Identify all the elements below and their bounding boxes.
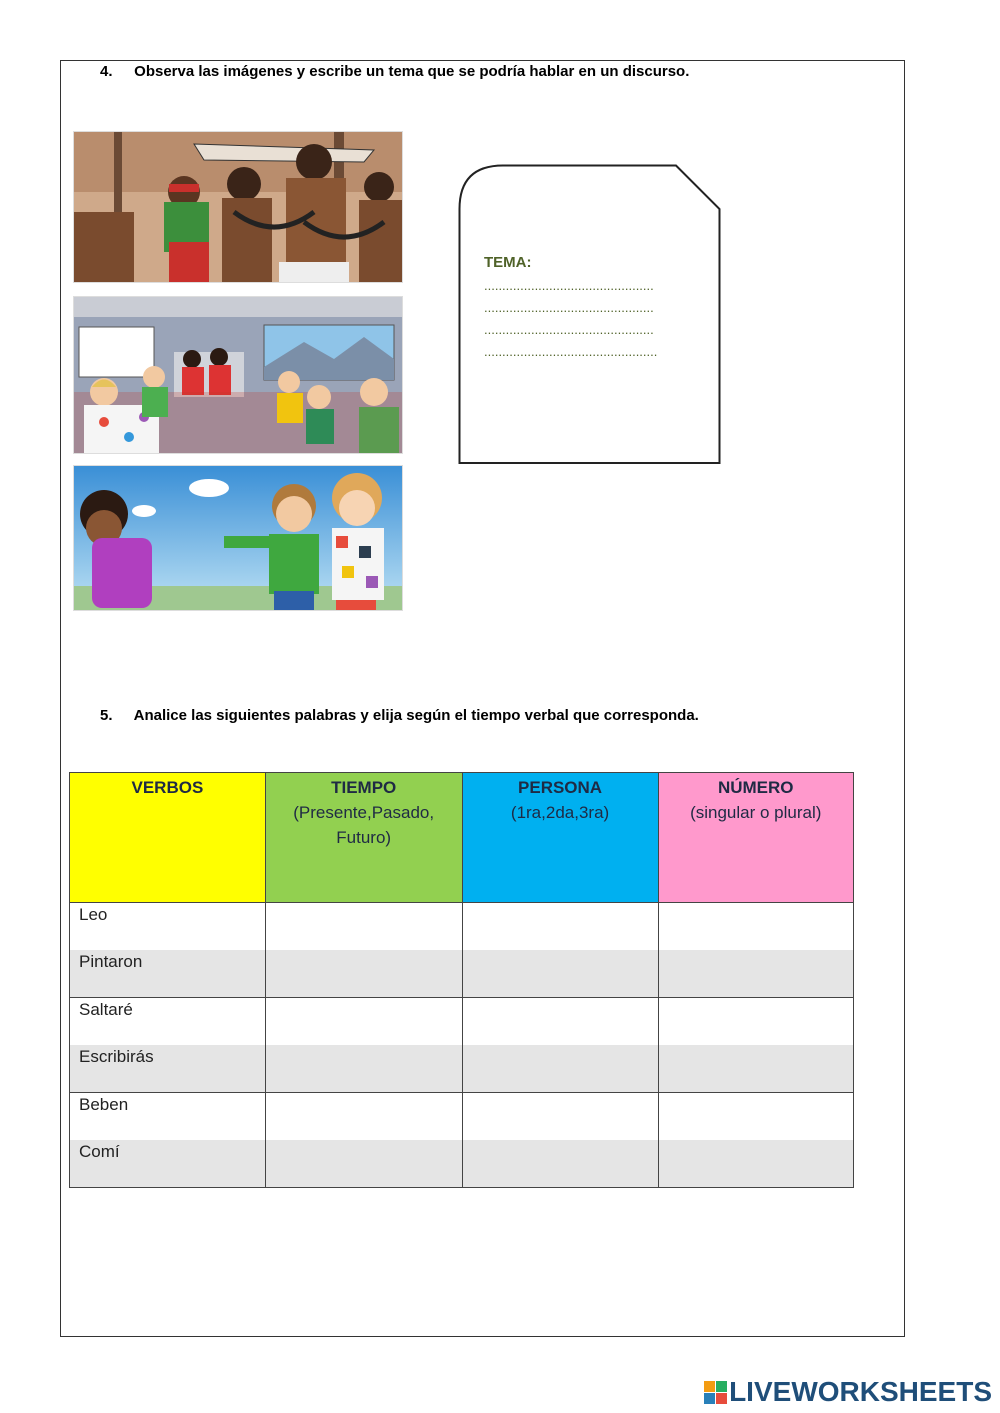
- persona-answer[interactable]: [462, 998, 658, 1046]
- header-numero: [658, 773, 853, 903]
- tiempo-answer[interactable]: [265, 903, 462, 951]
- verb-cell: Beben: [70, 1093, 266, 1141]
- tema-line-2[interactable]: ...............................................: [484, 300, 654, 315]
- tiempo-answer[interactable]: [265, 950, 462, 998]
- illustration-bus: [73, 296, 403, 454]
- tiempo-answer[interactable]: [265, 1045, 462, 1093]
- persona-answer[interactable]: [462, 1093, 658, 1141]
- tema-line-4[interactable]: ................................................: [484, 344, 658, 359]
- persona-answer[interactable]: [462, 1140, 658, 1188]
- table-row: [70, 1045, 854, 1093]
- header-tiempo-title: TIEMPO: [331, 778, 397, 797]
- header-numero-title: NÚMERO: [717, 778, 794, 797]
- header-persona: [462, 773, 658, 903]
- numero-answer[interactable]: [658, 1093, 853, 1141]
- illustration-ship: [73, 131, 403, 283]
- question-4-number: 4.: [100, 63, 113, 80]
- table-row: [70, 1140, 854, 1188]
- table-row: [70, 998, 854, 1046]
- illustration-children: [73, 465, 403, 611]
- tema-content: [484, 254, 657, 363]
- brand-name: LIVEWORKSHEETS: [729, 1376, 992, 1407]
- header-persona-sub: (1ra,2da,3ra): [510, 803, 610, 822]
- verb-cell: Leo: [70, 903, 266, 951]
- question-5: [100, 707, 699, 724]
- numero-answer[interactable]: [658, 1140, 853, 1188]
- tiempo-answer[interactable]: [265, 998, 462, 1046]
- header-tiempo: [265, 773, 462, 903]
- verb-cell: Comí: [70, 1140, 266, 1188]
- question-4-text: Observa las imágenes y escribe un tema que se podría hablar en un discurso.: [134, 63, 690, 80]
- numero-answer[interactable]: [658, 998, 853, 1046]
- numero-answer[interactable]: [658, 950, 853, 998]
- question-5-text: Analice las siguientes palabras y elija según el tiempo verbal que corresponda.: [133, 707, 699, 724]
- tema-line-3[interactable]: ...............................................: [484, 322, 654, 337]
- tiempo-answer[interactable]: [265, 1093, 462, 1141]
- table-row: [70, 950, 854, 998]
- table-row: [70, 903, 854, 951]
- tema-box: [458, 164, 721, 464]
- verb-cell: Escribirás: [70, 1045, 266, 1093]
- header-numero-sub: (singular o plural): [690, 803, 822, 822]
- verb-cell: Saltaré: [70, 998, 266, 1046]
- persona-answer[interactable]: [462, 1045, 658, 1093]
- verb-cell: Pintaron: [70, 950, 266, 998]
- persona-answer[interactable]: [462, 903, 658, 951]
- header-persona-title: PERSONA: [518, 778, 603, 797]
- tiempo-answer[interactable]: [265, 1140, 462, 1188]
- liveworksheets-logo-icon: [704, 1381, 727, 1404]
- header-verbos-title: VERBOS: [131, 778, 204, 797]
- table-header-row: [70, 773, 854, 903]
- numero-answer[interactable]: [658, 903, 853, 951]
- question-4: [100, 63, 689, 80]
- header-verbos: [70, 773, 266, 903]
- tema-line-1[interactable]: ...............................................: [484, 278, 654, 293]
- numero-answer[interactable]: [658, 1045, 853, 1093]
- liveworksheets-brand[interactable]: [704, 1376, 992, 1408]
- question-5-number: 5.: [100, 707, 113, 724]
- table-row: [70, 1093, 854, 1141]
- verbs-table: [69, 772, 854, 1188]
- persona-answer[interactable]: [462, 950, 658, 998]
- tema-label: TEMA:: [484, 254, 532, 271]
- header-tiempo-sub: (Presente,Pasado, Futuro): [293, 803, 435, 847]
